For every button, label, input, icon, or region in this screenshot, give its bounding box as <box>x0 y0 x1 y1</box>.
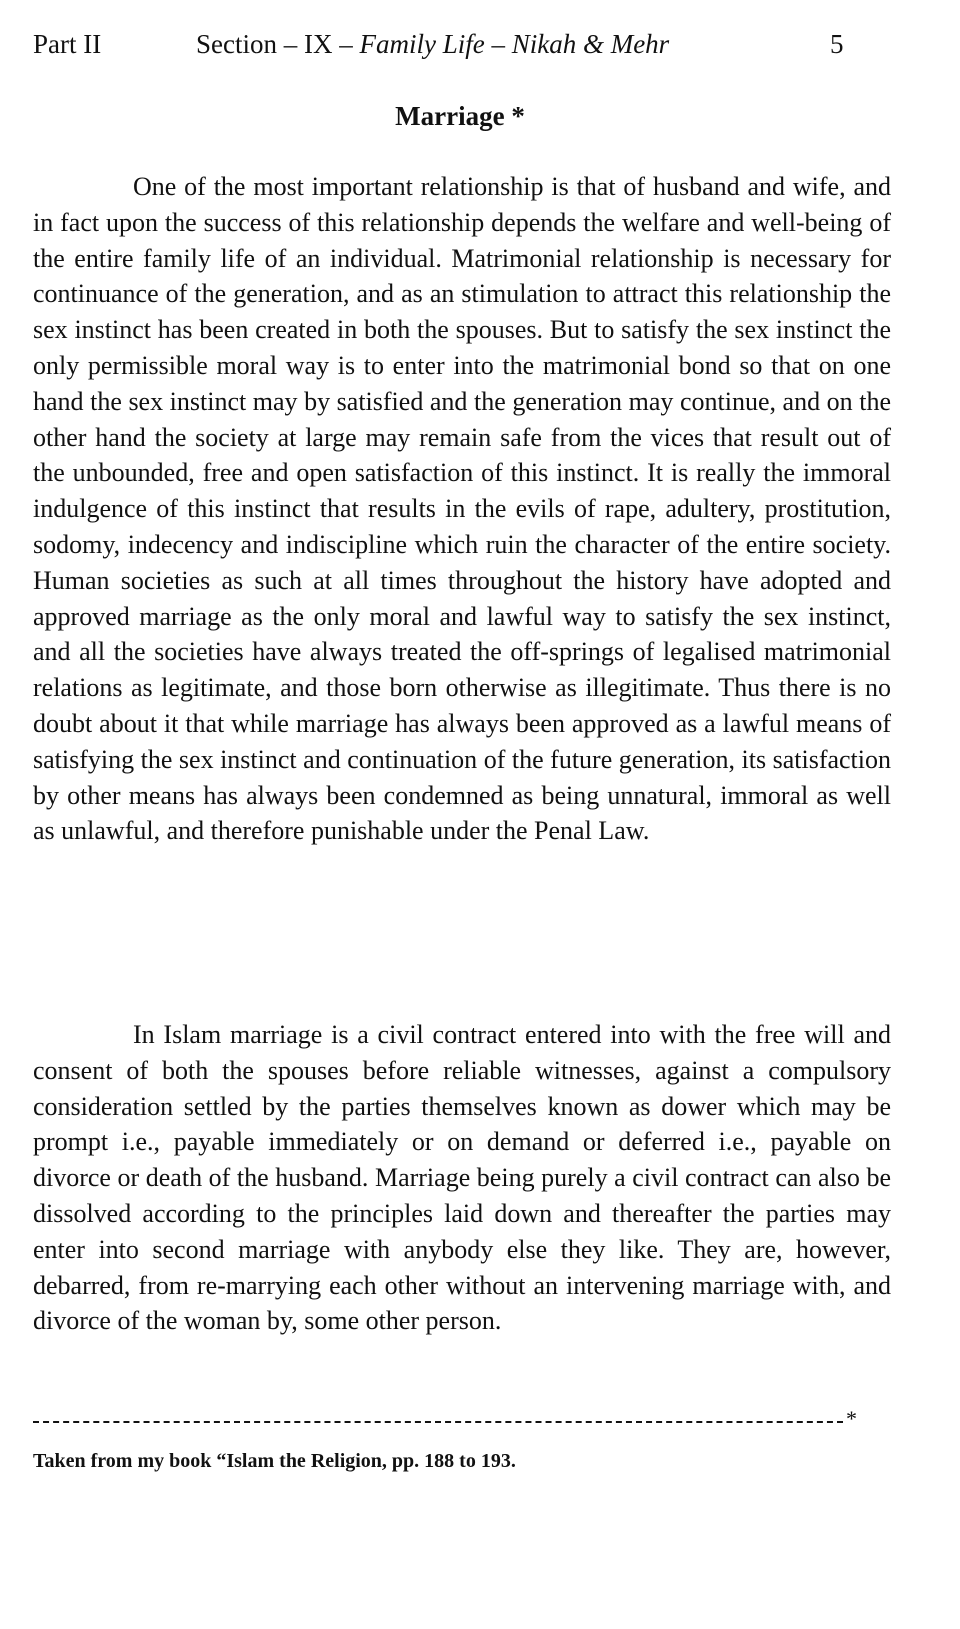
section-title: Family Life – Nikah & Mehr <box>359 29 670 59</box>
chapter-title: Marriage * <box>395 101 525 131</box>
part-label: Part II <box>33 29 102 59</box>
footnote-text: Taken from my book “Islam the Religion, pp. 188 to 193. <box>33 1450 516 1472</box>
section-prefix: Section – IX – <box>196 29 360 59</box>
paragraph-2 <box>33 1017 891 1339</box>
section-label <box>196 24 669 64</box>
paragraph-1-text: One of the most important relationship is that of husband and wife, and in fact upon the success of this relationship depends the welfare and well-being of the entire family life of an individual. Matrimonial relationship is necessary for continuance of the generation, and as an stimulation to attract this relationship the sex instinct has been created in both the spouses. But to satisfy the sex instinct the only permissible moral way is to enter into the matrimonial bond so that on one hand the sex instinct may by satisfied and the generation may continue, and on the other hand the society at large may remain safe from the vices that result out of the unbounded, free and open satisfaction of this instinct. It is really the immoral indulgence of this instinct that results in the evils of rape, adultery, prostitution, sodomy, indecency and indiscipline which ruin the character of the entire society. Human societies as such at all times throughout the history have adopted and approved marriage as the only moral and lawful way to satisfy the sex instinct, and all the societies have always treated the off-springs of legalised matrimonial relations as legitimate, and those born otherwise as illegitimate. Thus there is no doubt about it that while marriage has always been approved as a lawful means of satisfying the sex instinct and continuation of the future generation, its satisfaction by other means has always been condemned as being unnatural, immoral as well as unlawful, and therefore punishable under the Penal Law. <box>33 172 891 846</box>
page-number: 5 <box>830 29 844 59</box>
paragraph-1 <box>33 169 891 849</box>
footnote-separator <box>33 1421 843 1423</box>
paragraph-2-text: In Islam marriage is a civil contract entered into with the free will and consent of both the spouses before reliable witnesses, against a compulsory consideration settled by the parties themselves known as dower which may be prompt i.e., payable immediately or on demand or deferred i.e., payable on divorce or death of the husband. Marriage being purely a civil contract can also be dissolved according to the principles laid down and thereafter the parties may enter into second marriage with anybody else they like. They are, however, debarred, from re-marrying each other without an intervening marriage with, and divorce of the woman by, some other person. <box>33 1020 891 1336</box>
footnote-marker: * <box>846 1406 857 1431</box>
page-header <box>33 24 893 64</box>
